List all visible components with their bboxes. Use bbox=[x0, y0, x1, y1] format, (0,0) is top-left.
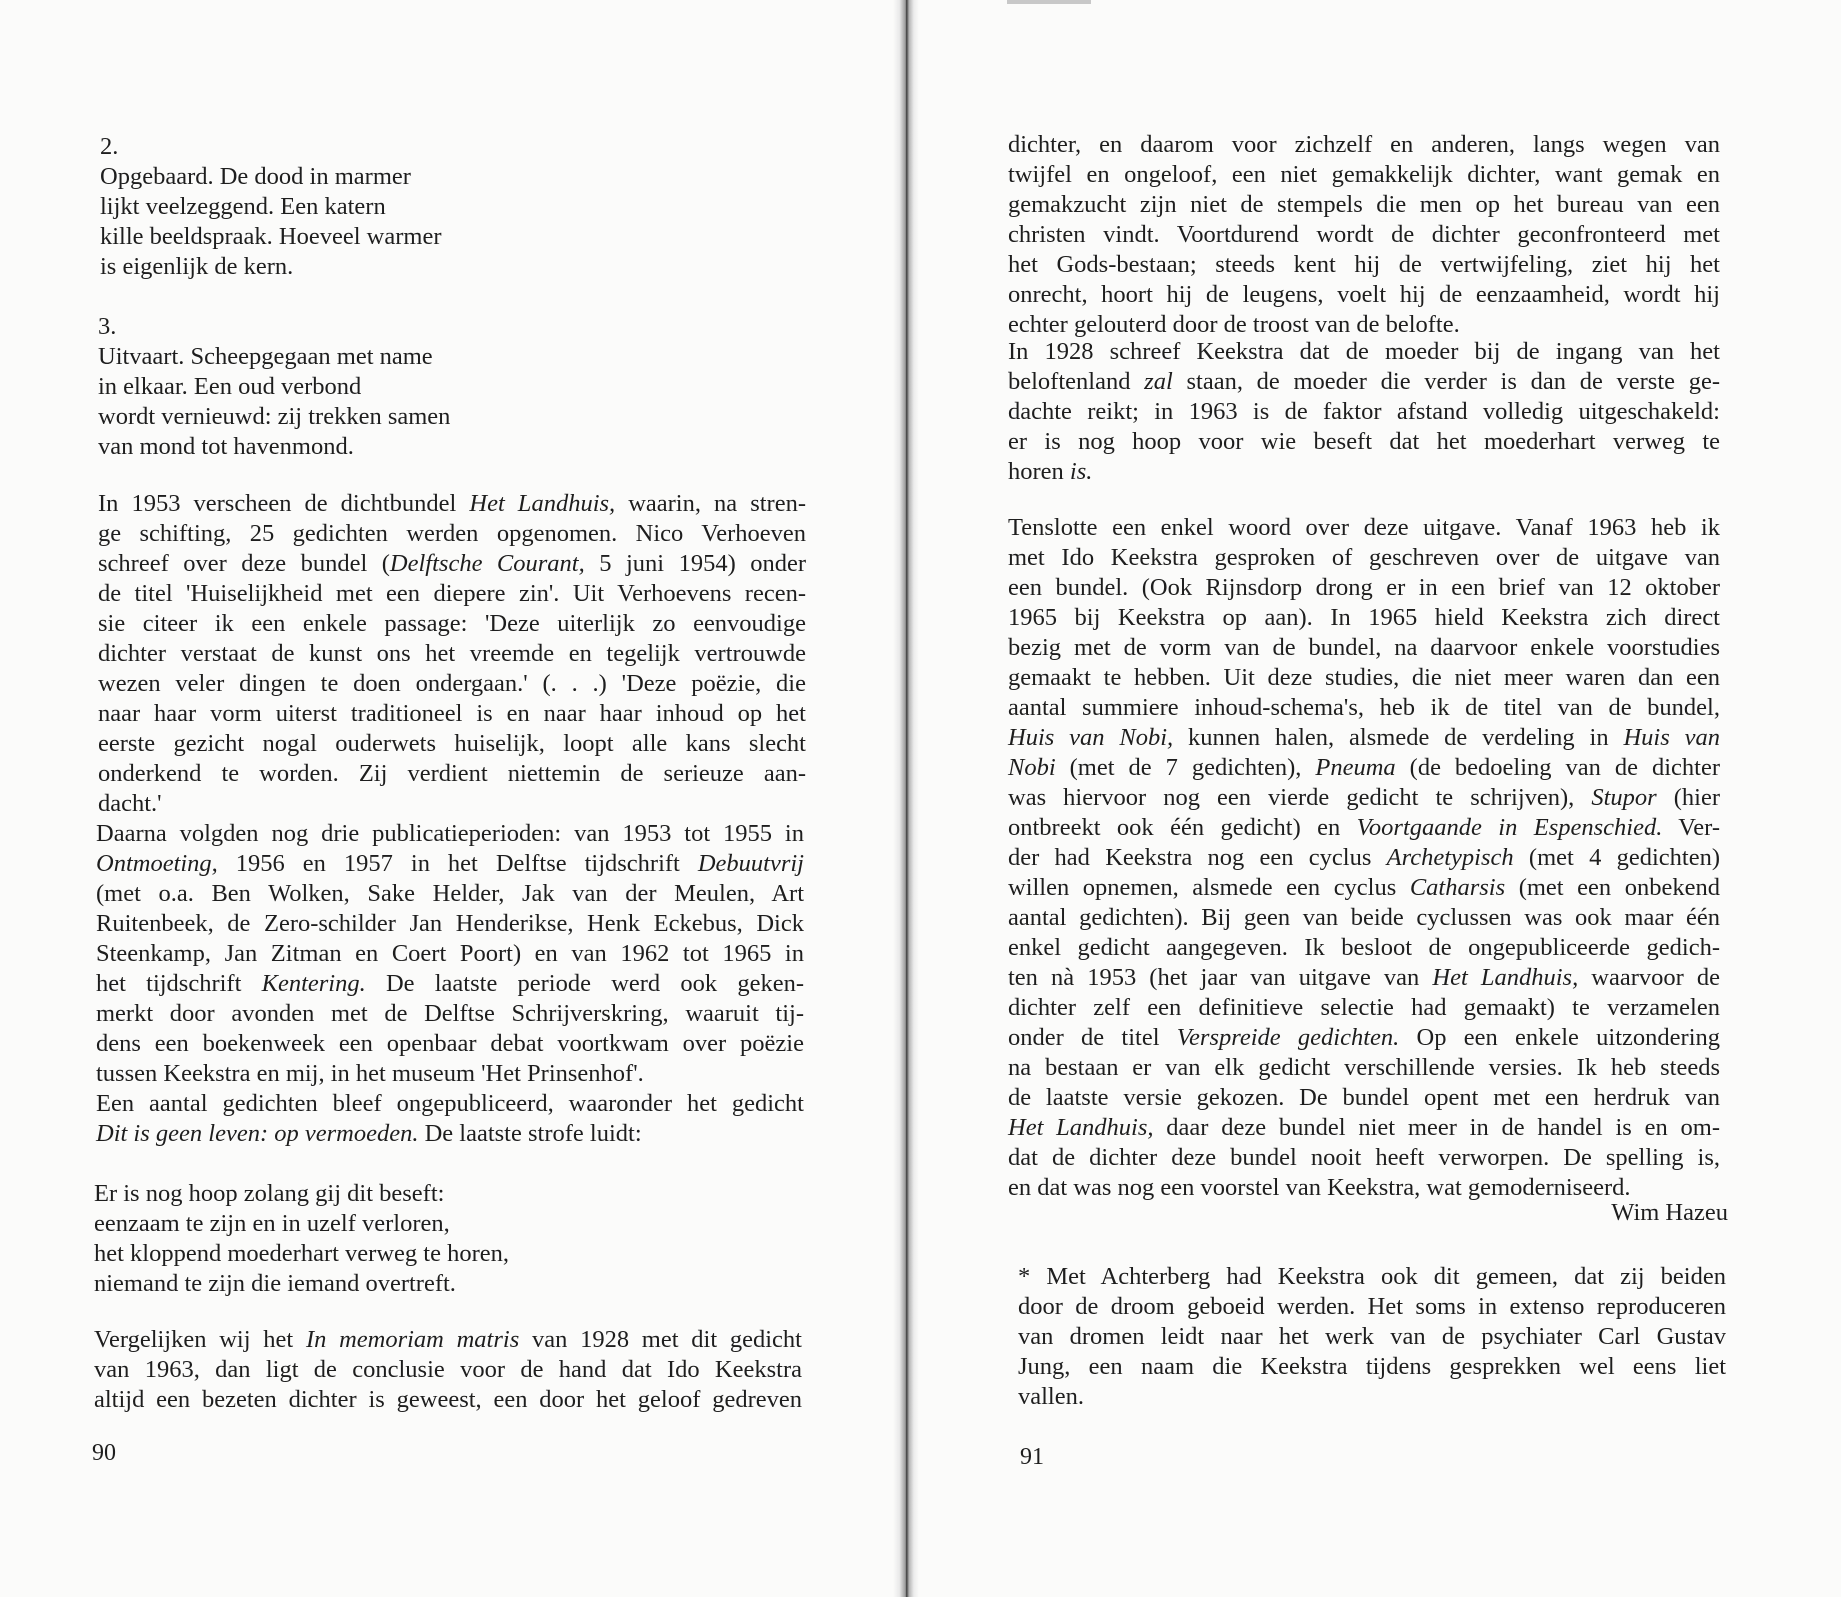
text-line: beloftenland zal staan, de moeder die verder is dan de verste ge- bbox=[1008, 368, 1721, 395]
text-line: willen opnemen, alsmede een cyclus Catharsis (met een onbekend bbox=[1008, 874, 1720, 901]
text-line: dichter zelf een definitieve selectie had gemaakt) te verzamelen bbox=[1008, 994, 1720, 1021]
text-line: In 1953 verscheen de dichtbundel Het Landhuis, waarin, na stren- bbox=[98, 490, 806, 517]
text-line: dichter verstaat de kunst ons het vreemde en tegelijk vertrouwde bbox=[98, 640, 806, 667]
text-line: christen vindt. Voortdurend wordt de dichter geconfronteerd met bbox=[1008, 221, 1720, 248]
text-line: Ontmoeting, 1956 en 1957 in het Delftse tijdschrift Debuutvrij bbox=[96, 850, 804, 877]
text-line: onderkend te worden. Zij verdient niettemin de serieuze aan- bbox=[98, 760, 806, 787]
right-page bbox=[912, 0, 1841, 1597]
stanza-number: 2. bbox=[100, 133, 119, 160]
poem-line: in elkaar. Een oud verbond bbox=[98, 373, 362, 400]
text-line: naar haar vorm uiterst traditioneel is en naar haar inhoud op het bbox=[98, 700, 806, 727]
poem-line: het kloppend moederhart verweg te horen, bbox=[94, 1240, 509, 1267]
text-line: de titel 'Huiselijkheid met een diepere zin'. Uit Verhoevens recen- bbox=[98, 580, 806, 607]
text-line: dichter, en daarom voor zichzelf en anderen, langs wegen van bbox=[1008, 131, 1720, 158]
page-number: 90 bbox=[92, 1440, 116, 1466]
text-line: aantal summiere inhoud-schema's, heb ik de titel van de bundel, bbox=[1008, 694, 1720, 721]
text-line: ten nà 1953 (het jaar van uitgave van Het Landhuis, waarvoor de bbox=[1008, 964, 1721, 991]
text-line: na bestaan er van elk gedicht verschillende versies. Ik heb steeds bbox=[1008, 1054, 1720, 1081]
text-line: onrecht, hoort hij de leugens, voelt hij de eenzaamheid, wordt hij bbox=[1008, 281, 1720, 308]
text-line: er is nog hoop voor wie beseft dat het moederhart verweg te bbox=[1008, 428, 1720, 455]
text-line: van dromen leidt naar het werk van de psychiater Carl Gustav bbox=[1018, 1323, 1726, 1350]
text-line: (met o.a. Ben Wolken, Sake Helder, Jak van der Meulen, Art bbox=[96, 880, 804, 907]
text-line: vallen. bbox=[1018, 1383, 1084, 1410]
text-line: het tijdschrift Kentering. De laatste periode werd ook geken- bbox=[96, 970, 804, 997]
body-paragraph bbox=[1008, 130, 1720, 340]
text-line: twijfel en ongeloof, een niet gemakkelijk dichter, want gemak en bbox=[1008, 161, 1720, 188]
text-line: horen is. bbox=[1008, 458, 1093, 485]
text-line: schreef over deze bundel (Delftsche Courant, 5 juni 1954) onder bbox=[98, 550, 806, 577]
text-line: Jung, een naam die Keekstra tijdens gesprekken wel eens liet bbox=[1018, 1353, 1726, 1380]
text-line: 1965 bij Keekstra op aan). In 1965 hield Keekstra zich direct bbox=[1008, 604, 1720, 631]
text-line: van 1963, dan ligt de conclusie voor de hand dat Ido Keekstra bbox=[94, 1356, 802, 1383]
stanza-number: 3. bbox=[98, 313, 117, 340]
body-paragraph bbox=[94, 1325, 802, 1415]
text-line: eerste gezicht nogal ouderwets huiselijk, loopt alle kans slecht bbox=[98, 730, 806, 757]
text-line: Daarna volgden nog drie publicatieperioden: van 1953 tot 1955 in bbox=[96, 820, 804, 847]
poem-stanza-3 bbox=[98, 312, 518, 462]
text-line: Vergelijken wij het In memoriam matris van 1928 met dit gedicht bbox=[94, 1326, 802, 1353]
text-line: was hiervoor nog een vierde gedicht te schrijven), Stupor (hier bbox=[1008, 784, 1721, 811]
text-line: onder de titel Verspreide gedichten. Op een enkele uitzondering bbox=[1008, 1024, 1720, 1051]
text-line: Steenkamp, Jan Zitman en Coert Poort) en van 1962 tot 1965 in bbox=[96, 940, 804, 967]
body-paragraph bbox=[1008, 337, 1720, 487]
text-line: * Met Achterberg had Keekstra ook dit gemeen, dat zij beiden bbox=[1018, 1263, 1726, 1290]
quoted-stanza bbox=[94, 1179, 654, 1299]
text-line: Ruitenbeek, de Zero-schilder Jan Henderikse, Henk Eckebus, Dick bbox=[96, 910, 804, 937]
poem-line: is eigenlijk de kern. bbox=[100, 253, 294, 280]
left-page bbox=[0, 0, 900, 1597]
footnote bbox=[1018, 1262, 1726, 1412]
text-line: In 1928 schreef Keekstra dat de moeder bij de ingang van het bbox=[1008, 338, 1720, 365]
poem-line: niemand te zijn die iemand overtreft. bbox=[94, 1270, 456, 1297]
text-line: dens een boekenweek een openbaar debat voortkwam over poëzie bbox=[96, 1030, 804, 1057]
text-line: Het Landhuis, daar deze bundel niet meer in de handel is en om- bbox=[1008, 1114, 1720, 1141]
text-line: altijd een bezeten dichter is geweest, een door het geloof gedreven bbox=[94, 1386, 802, 1413]
poem-line: Opgebaard. De dood in marmer bbox=[100, 163, 411, 190]
poem-line: Uitvaart. Scheepgegaan met name bbox=[98, 343, 433, 370]
text-line: en dat was nog een voorstel van Keekstra, wat gemoderniseerd. bbox=[1008, 1174, 1631, 1201]
text-line: bezig met de vorm van de bundel, na daarvoor enkele voorstudies bbox=[1008, 634, 1720, 661]
poem-line: van mond tot havenmond. bbox=[98, 433, 354, 460]
text-line: met Ido Keekstra gesproken of geschreven over de uitgave van bbox=[1008, 544, 1720, 571]
body-paragraph bbox=[96, 819, 804, 1089]
text-line: ge schifting, 25 gedichten werden opgenomen. Nico Verhoeven bbox=[98, 520, 806, 547]
text-line: een bundel. (Ook Rijnsdorp drong er in een brief van 12 oktober bbox=[1008, 574, 1720, 601]
text-line: ontbreekt ook één gedicht) en Voortgaande in Espenschied. Ver- bbox=[1008, 814, 1720, 841]
text-line: tussen Keekstra en mij, in het museum 'Het Prinsenhof'. bbox=[96, 1060, 644, 1087]
body-paragraph bbox=[98, 489, 806, 819]
text-line: Tenslotte een enkel woord over deze uitgave. Vanaf 1963 heb ik bbox=[1008, 514, 1720, 541]
text-line: dachte reikt; in 1963 is de faktor afstand volledig uitgeschakeld: bbox=[1008, 398, 1720, 425]
poem-line: eenzaam te zijn en in uzelf verloren, bbox=[94, 1210, 450, 1237]
text-line: Huis van Nobi, kunnen halen, alsmede de verdeling in Huis van bbox=[1008, 724, 1720, 751]
poem-line: wordt vernieuwd: zij trekken samen bbox=[98, 403, 451, 430]
body-paragraph bbox=[1008, 513, 1720, 1203]
text-line: echter gelouterd door de troost van de belofte. bbox=[1008, 311, 1460, 338]
text-line: gemakzucht zijn niet de stempels die men op het bureau van een bbox=[1008, 191, 1720, 218]
text-line: dat de dichter deze bundel nooit heeft verworpen. De spelling is, bbox=[1008, 1144, 1720, 1171]
text-line: Dit is geen leven: op vermoeden. De laatste strofe luidt: bbox=[96, 1120, 642, 1147]
text-line: de laatste versie gekozen. De bundel opent met een herdruk van bbox=[1008, 1084, 1720, 1111]
text-line: der had Keekstra nog een cyclus Archetypisch (met 4 gedichten) bbox=[1008, 844, 1720, 871]
body-paragraph bbox=[96, 1089, 804, 1149]
text-line: Een aantal gedichten bleef ongepubliceerd, waaronder het gedicht bbox=[96, 1090, 804, 1117]
text-line: merkt door avonden met de Delftse Schrijverskring, waaruit tij- bbox=[96, 1000, 804, 1027]
poem-stanza-2 bbox=[100, 132, 520, 282]
author-signature: Wim Hazeu bbox=[1611, 1199, 1728, 1226]
poem-line: Er is nog hoop zolang gij dit beseft: bbox=[94, 1180, 445, 1207]
text-line: Nobi (met de 7 gedichten), Pneuma (de bedoeling van de dichter bbox=[1008, 754, 1721, 781]
poem-line: lijkt veelzeggend. Een katern bbox=[100, 193, 386, 220]
text-line: wezen veler dingen te doen ondergaan.' (. . .) 'Deze poëzie, die bbox=[98, 670, 806, 697]
text-line: enkel gedicht aangegeven. Ik besloot de ongepubliceerde gedich- bbox=[1008, 934, 1720, 961]
text-line: sie citeer ik een enkele passage: 'Deze uiterlijk zo eenvoudige bbox=[98, 610, 806, 637]
text-line: door de droom geboeid werden. Het soms in extenso reproduceren bbox=[1018, 1293, 1726, 1320]
text-line: aantal gedichten). Bij geen van beide cyclussen was ook maar één bbox=[1008, 904, 1720, 931]
page-number: 91 bbox=[1020, 1444, 1044, 1470]
text-line: het Gods-bestaan; steeds kent hij de vertwijfeling, ziet hij het bbox=[1008, 251, 1720, 278]
text-line: dacht.' bbox=[98, 790, 162, 817]
text-line: gemaakt te hebben. Uit deze studies, die niet meer waren dan een bbox=[1008, 664, 1720, 691]
poem-line: kille beeldspraak. Hoeveel warmer bbox=[100, 223, 442, 250]
